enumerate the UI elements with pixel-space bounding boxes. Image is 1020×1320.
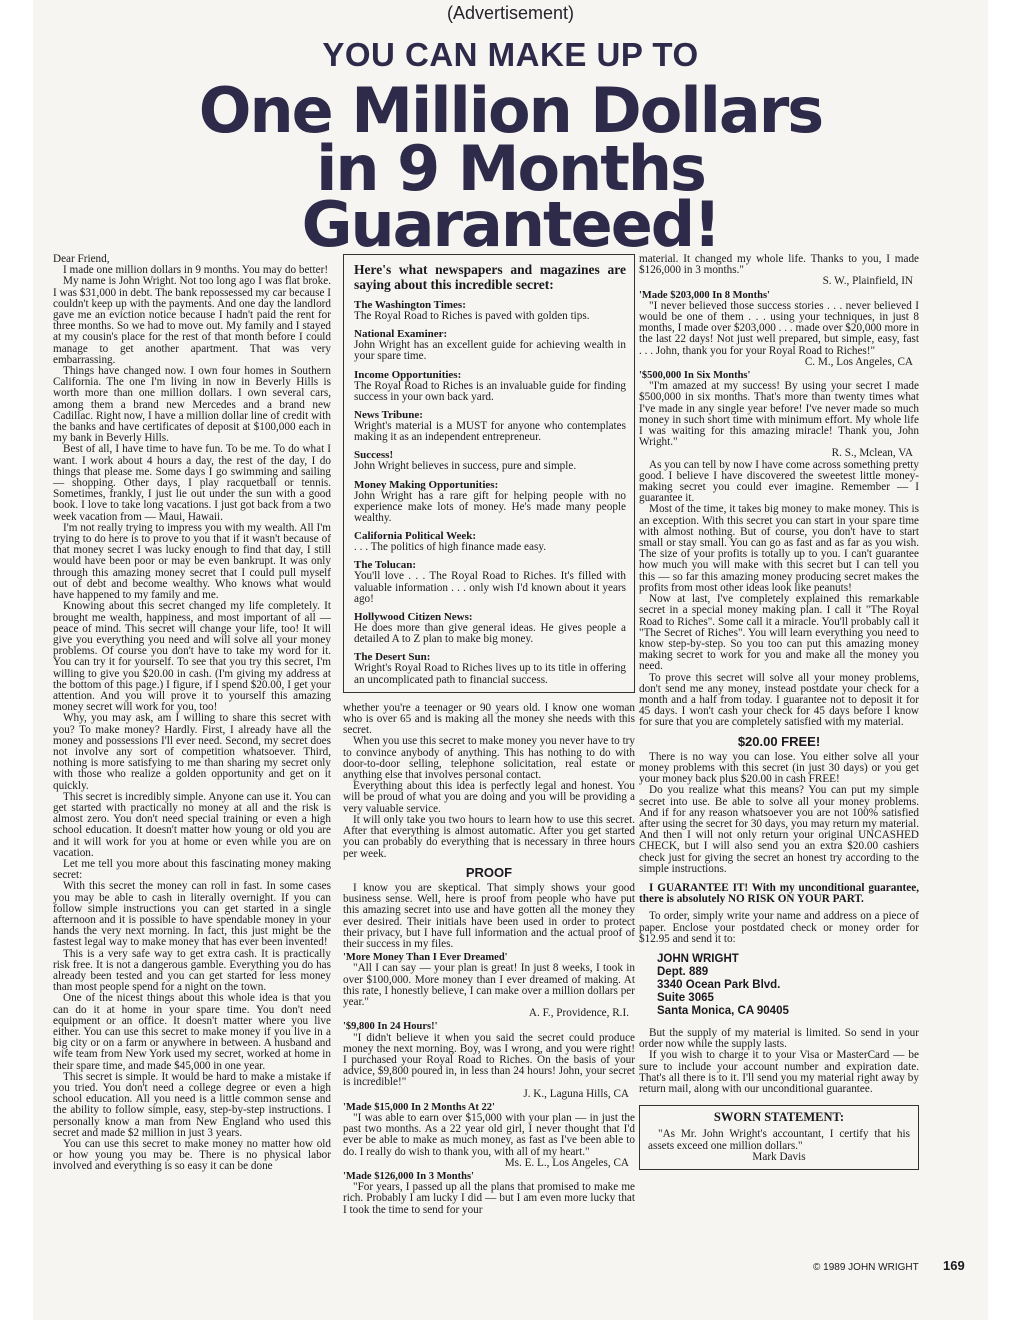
advertisement-page [33,0,988,1320]
press-source: California Political Week: [354,530,477,543]
testimonial-signature: J. K., Laguna Hills, CA [523,1087,629,1100]
paragraph: It will only take you two hours to learn how to use this secret. After that everything is almost automatic. After you get started you can probably do everything that is necessary in three hours per week. [343,813,635,860]
mailing-address [657,953,919,1018]
right-column [639,254,919,1170]
testimonial-title: 'Made $15,000 In 2 Months At 22' [343,1101,495,1113]
paragraph: whether you're a teenager or 90 years old. I know one woman who is over 65 and is making all the money she needs with this secret. [343,701,635,737]
paragraph: Best of all, I have time to have fun. To be me. To do what I want. I work about 4 hours a day, the rest of the day, I do things that please me. Some days I go swimming and sailing — shopping. Other days, I play racquetball or tennis. Sometimes, frankly, I just lie out under the sun with a good book. I love to take long vacations. I just got back from a two week vacation from — Maui, Hawaii. [53,443,331,523]
copyright-notice: © 1989 JOHN WRIGHT [813,1262,919,1273]
press-quote: You'll love . . . The Royal Road to Riches. It's filled with valuable information . . . only wish I'd known about it years ago! [354,570,626,605]
greeting: Dear Friend, [53,253,110,265]
testimonial-text: "I didn't believe it when you said the secret could produce money the next morning. Boy, was I wrong, and you were right! I purchased your Royal Road to Riches. On the basis of your advice, $9,800 poured in, in less than 24 hours! John, your secret is incredible!" [343,1031,635,1089]
headline-line-3: Guaranteed! [301,188,720,261]
testimonial-text: "I was able to earn over $15,000 with your plan — in just the past two months. As a 22 year old girl, I never thought that I'd ever be able to make as much money, as fast as I've been able to do. I really do wish to thank you, with all of my heart." [343,1111,635,1158]
press-quote: Wright's Royal Road to Riches lives up to its title in offering an uncomplicated path to financial success. [354,662,626,686]
paragraph: Let me tell you more about this fascinating money making secret: [53,857,331,882]
press-quote: . . . The politics of high finance made easy. [354,541,546,554]
press-quotes-box [343,254,635,693]
press-source: Success! [354,449,394,462]
press-quote: He does more than give general ideas. He gives people a detailed A to Z plan to make big money. [354,622,626,646]
headline-line-2: in 9 Months [316,132,705,205]
middle-column [343,254,635,1216]
paragraph: I know you are skeptical. That simply shows your good business sense. Well, here is proof from people who have put this amazing secret into use and have gotten all the money they ever desired. Their initials have been used in order to protect their privacy, but I have full information and the actual proof of their success in my files. [343,881,635,950]
address-line: Suite 3065 [657,991,714,1004]
press-source: National Examiner: [354,328,448,341]
address-line: JOHN WRIGHT [657,952,739,965]
page-number: 169 [943,1258,965,1273]
testimonial-text: "I'm amazed at my success! By using your secret I made $500,000 in six months. That's more than twenty times what I've made in any single year before! I've never made so much money in such short time with minimum effort. My whole life I was waiting for this amazing miracle! Thank you, John Wright." [639,380,919,449]
sworn-statement-signature: Mark Davis [752,1150,806,1163]
press-source: Income Opportunities: [354,368,462,381]
press-quote: The Royal Road to Riches is paved with golden tips. [354,310,590,322]
press-quote: John Wright has a rare gift for helping people with no experience make lots of money. He's made many people wealthy. [354,489,626,525]
press-quote: The Royal Road to Riches is an invaluable guide for finding success in your own back yard. [354,379,626,403]
paragraph: I'm not really trying to impress you with my wealth. All I'm trying to do here is to prove to you that if it wasn't because of that money secret I was lucky enough to find that day, I still would have been poor or may be even bankrupt. It was only through this amazing money secret that I could pull myself out of debt and become wealthy. Who knows what would have happened to my family and me. [53,521,331,602]
press-source: The Desert Sun: [354,651,431,664]
testimonial-signature: S. W., Plainfield, IN [822,275,913,288]
left-column [53,254,331,1173]
paragraph: There is no way you can lose. You either solve all your money problems with this secret (in just 30 days) or you get your money back plus $20.00 in cash FREE! [639,750,919,786]
paragraph: If you wish to charge it to your Visa or MasterCard — be sure to include your account number and expiration date. That's all there is to it. I'll send you my material right away by return mail, along with our unconditional guarantee. [639,1049,919,1095]
advertisement-label: (Advertisement) [446,3,575,23]
order-instructions: To order, simply write your name and address on a piece of paper. Enclose your postdated check or money order for $12.95 and send it to: [639,910,919,945]
testimonial-title: 'Made $203,000 In 8 Months' [639,289,770,301]
paragraph: With this secret the money can roll in fast. In some cases you may be able to cash in literally overnight. If you can follow simple instructions you can get started in a single afternoon and it is possible to have spendable money in your hands the very next morning. In fact, this just might be the fastest legal way to make money that has ever been invented! [53,880,331,949]
sworn-statement-box [639,1105,919,1170]
paragraph: Why, you may ask, am I willing to share this secret with you? To make money? Hardly. First, I already have all the money and possessions I'll ever need. Second, my secret does not involve any sort of competition whatsoever. Third, nothing is more satisfying to me than sharing my secret only with those who realize a golden opportunity and get on it quickly. [53,712,331,792]
press-box-title: Here's what newspapers and magazines are saying about this incredible secret: [354,262,626,292]
sworn-statement-title: SWORN STATEMENT: [713,1110,845,1125]
paragraph: Everything about this idea is perfectly legal and honest. You will be proud of what you are doing and you will be providing a very valuable service. [343,780,635,815]
testimonial-text: "For years, I passed up all the plans that promised to make me rich. Probably I am lucky I did — but I am even more lucky that I took the time to send for your [343,1181,635,1216]
testimonial-signature: C. M., Los Angeles, CA [804,355,913,368]
testimonial-signature: A. F., Providence, R.I. [528,1007,629,1020]
press-quote: John Wright believes in success, pure and simple. [354,460,577,473]
testimonial-signature: R. S., Mclean, VA [831,447,913,460]
paragraph: Knowing about this secret changed my life completely. It brought me wealth, happiness, and most important of all — peace of mind. This secret will change your life, too! It will give you everything you need and will solve all your money problems. Of course you don't have to take my word for it. You can try it for yourself. To see that you try this secret, I'm willing to give you $20.00 in cash. (I'm giving my address at the bottom of this page.) I figure, if I spend $20.00, I get your attention. And you will prove it to yourself this amazing money secret will work for you, too! [53,600,331,714]
proof-heading: PROOF [465,864,513,880]
testimonial-title: '$500,000 In Six Months' [639,370,751,382]
paragraph: Do you realize what this means? You can put my simple secret into use. Be able to solve all your money problems. And if for any reason whatsoever you are not 100% satisfied after using the secret for 30 days, you may return my material. And then I will not only return your original UNCASHED CHECK, but I will also send you an extra $20.00 cashiers check just for giving the secret an honest try according to the simple instructions. [639,784,919,875]
paragraph: This is a very safe way to get extra cash. It is practically risk free. It is not a dangerous gamble. Everything you do has already been tested and you can get started for less money than most people spend for a night on the town. [53,947,331,994]
paragraph: Most of the time, it takes big money to make money. This is an exception. With this secret you can start in your spare time with almost nothing. But of course, you don't have to start small or stay small. You can go as fast and as far as you wish. The size of your profits is totally up to you. I can't guarantee how much you will make with this secret but I can tell you this — so far this amazing money producing secret makes the profits from most other ideas look like peanuts! [639,503,919,594]
press-source: News Tribune: [354,409,423,422]
paragraph: Things have changed now. I own four homes in Southern California. The one I'm living in now in Beverly Hills is worth more than one million dollars. I own several cars, among them a brand new Mercedes and a brand new Cadillac. Right now, I have a million dollar line of credit with the banks and have certificates of deposit at $100,000 each in my bank in Beverly Hills. [53,365,331,445]
paragraph: My name is John Wright. Not too long ago I was flat broke. I was $31,000 in debt. The bank repossessed my car because I couldn't keep up with the payments. And one day the landlord gave me an eviction notice because I hadn't paid the rent for three months. So we had to move out. My family and I stayed at my cousin's place for the rest of that month before I could manage to get another apartment. That was very embarrassing. [53,275,331,366]
guarantee-statement: I GUARANTEE IT! With my unconditional guarantee, there is absolutely NO RISK ON YOUR PART. [639,881,919,906]
press-source: Hollywood Citizen News: [354,611,473,624]
free-offer-heading: $20.00 FREE! [737,733,821,749]
press-source: Money Making Opportunities: [354,478,499,491]
testimonial-title: 'More Money Than I Ever Dreamed' [343,952,508,964]
press-quote: Wright's material is a MUST for anyone who contemplates making it as an independent entrepreneur. [354,420,626,444]
sworn-statement-text: "As Mr. John Wright's accountant, I certify that his assets exceed one million dollars." [648,1128,910,1152]
press-source: The Washington Times: [354,299,466,311]
paragraph: This secret is simple. It would be hard to make a mistake if you tried. You don't need a college degree or even a high school education. All you need is a little common sense and the ability to follow simple, easy, step-by-step instructions. I personally know a man from New England who used this secret and made $2 million in just 3 years. [53,1070,331,1139]
testimonial-title: 'Made $126,000 In 3 Months' [343,1170,474,1182]
headline-subtitle: YOU CAN MAKE UP TO [322,36,699,73]
paragraph: I made one million dollars in 9 months. You may do better! [63,264,329,277]
paragraph: One of the nicest things about this whole idea is that you can do it at home in your spare time. You don't need equipment or an office. It doesn't matter where you live either. You can use this secret to make money if you live in a big city or on a farm or anywhere in between. A husband and wife team from New York used my secret, worked at home in their spare time, and made $45,000 in one year. [53,992,331,1072]
press-quote: John Wright has an excellent guide for achieving wealth in your spare time. [354,339,626,363]
testimonial-title: '$9,800 In 24 Hours!' [343,1021,438,1033]
paragraph: This secret is incredibly simple. Anyone can use it. You can get started with practically no money at all and the risk is almost zero. You don't need special training or even a high school education. It doesn't matter how young or old you are and it will work for you at home or even while you are on vacation. [53,790,331,859]
address-line: Santa Monica, CA 90405 [657,1004,789,1017]
address-line: Dept. 889 [657,965,709,978]
testimonial-text: "I never believed those success stories . . . never believed I would be one of them . . . using your techniques, in just 8 months, I made over $203,000 . . . made over $20,000 more in the last 22 days! Not just well prepared, but simple, easy, fast . . . John, thank you for your Royal Road to Riches!" [639,299,919,357]
paragraph: As you can tell by now I have come across something pretty good. I believe I have discovered the sweetest little money-making secret you could ever imagine. Remember — I guarantee it. [639,458,919,505]
press-source: The Tolucan: [354,559,417,572]
paragraph: You can use this secret to make money no matter how old or how young you may be. There is no physical labor involved and everything is so easy it can be done [53,1138,331,1173]
testimonial-signature: Ms. E. L., Los Angeles, CA [504,1156,629,1169]
paragraph: When you use this secret to make money you never have to try to convince anybody of anything. This has nothing to do with door-to-door selling, telephone solicitation, real estate or anything else that involves personal contact. [343,735,635,782]
address-line: 3340 Ocean Park Blvd. [657,978,781,991]
headline-line-1: One Million Dollars [198,74,823,147]
paragraph: But the supply of my material is limited. So send in your order now while the supply lasts. [639,1026,919,1051]
paragraph: To prove this secret will solve all your money problems, don't send me any money, instead postdate your check for a month and a half from today. I guarantee not to deposit it for 45 days. I won't cash your check for 45 days before I know for sure that you are completely satisfied with my material. [639,671,919,729]
paragraph: Now at last, I've completely explained this remarkable secret in a special money making plan. I call it "The Royal Road to Riches". Some call it a miracle. You'll probably call it "The Secret of Riches". You will learn everything you need to know step-by-step. So you too can put this amazing money making secret to work for you and make all the money you need. [639,593,919,673]
testimonial-continuation: material. It changed my whole life. Thanks to you, I made $126,000 in 3 months." [639,253,919,277]
testimonial-text: "All I can say — your plan is great! In just 8 weeks, I took in over $100,000. More money than I ever dreamed of making. At this rate, I honestly believe, I can make over a million dollars per year." [343,962,635,1008]
